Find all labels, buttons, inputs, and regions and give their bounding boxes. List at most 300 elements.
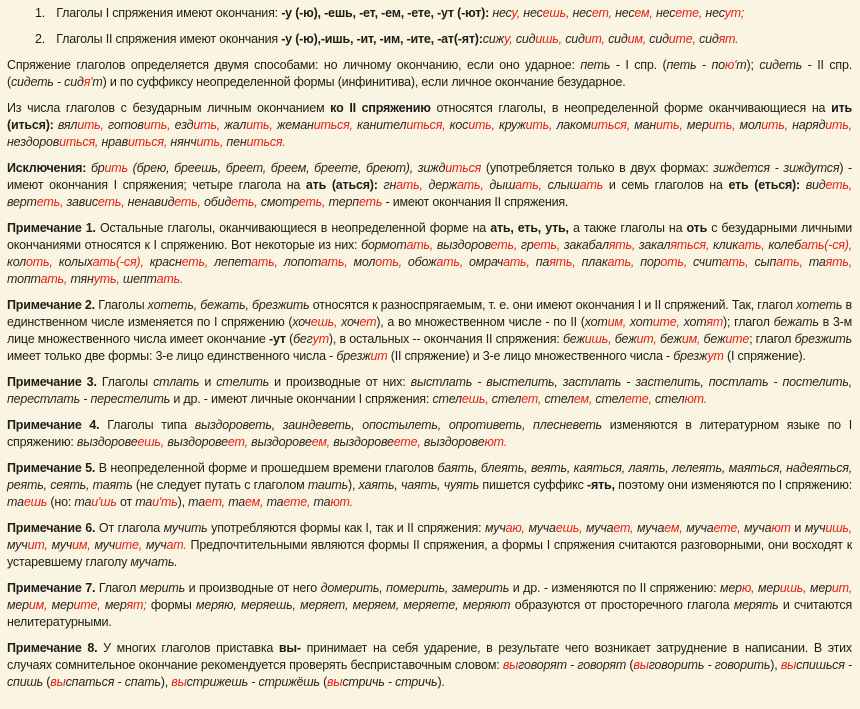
body-text: ); глагол	[723, 315, 774, 329]
verb-stem-text: говорят - говорят	[518, 658, 627, 672]
verb-ending-highlight: ать,	[396, 178, 429, 192]
body-text: (II спряжение) и 3-е лицо множественного числа -	[387, 349, 674, 363]
verb-stem-text: терп	[328, 195, 359, 209]
verb-stem-text: стел	[655, 392, 685, 406]
body-text: формы	[146, 598, 196, 612]
document-body	[7, 5, 852, 691]
paragraph-iskljuchenija	[7, 160, 852, 211]
body-text: и др. - имеют личные окончании I спряжения:	[170, 392, 433, 406]
verb-stem-text: мерить	[139, 581, 186, 595]
verb-ending-highlight: ю'	[724, 58, 737, 72]
verb-ending-highlight: ит	[370, 349, 388, 363]
verb-stem-text: топт	[7, 272, 41, 286]
verb-ending-highlight: еть,	[97, 195, 128, 209]
verb-ending-highlight: им,	[607, 315, 630, 329]
bold-text: Исключения:	[7, 161, 91, 175]
verb-stem-text: шепт	[122, 272, 157, 286]
note-6	[7, 520, 852, 571]
verb-ending-highlight: ешь,	[461, 392, 492, 406]
verb-stem-text: стел	[432, 392, 462, 406]
verb-stem-text: кос	[449, 118, 469, 132]
verb-ending-highlight: ут;	[724, 6, 745, 20]
verb-ending-highlight: ют.	[330, 495, 353, 509]
verb-stem-text: беж	[562, 332, 585, 346]
verb-ending-highlight: вы	[50, 675, 66, 689]
verb-ending-highlight: ать,	[320, 255, 354, 269]
verb-stem-text: стелить	[216, 375, 270, 389]
verb-ending-highlight: иться,	[406, 118, 450, 132]
verb-ending-highlight: ют.	[484, 435, 508, 449]
bold-text: вы-	[278, 641, 301, 655]
verb-stem-text: т	[92, 75, 103, 89]
bold-text: Примечание 6.	[7, 521, 96, 535]
verb-stem-text: кол	[7, 255, 27, 269]
verb-stem-text: тян	[70, 272, 94, 286]
verb-stem-text: хоч	[292, 315, 311, 329]
verb-ending-highlight: ить,	[246, 118, 277, 132]
verb-ending-highlight: уть,	[93, 272, 123, 286]
verb-ending-highlight: ет,	[591, 6, 616, 20]
verb-ending-highlight: и'шь	[91, 495, 117, 509]
bold-text: ить (иться):	[7, 101, 852, 132]
body-text: Глаголы	[94, 298, 148, 312]
list-number: 2.	[35, 32, 46, 46]
bold-text: оть	[686, 221, 708, 235]
verb-ending-highlight: ешь,	[310, 315, 342, 329]
verb-ending-highlight: еть,	[174, 195, 205, 209]
bold-text: -ять,	[587, 478, 615, 492]
verb-ending-highlight: ите,	[73, 598, 105, 612]
verb-ending-highlight: ать,	[40, 272, 71, 286]
body-text: и считаются нелитературными.	[7, 598, 853, 629]
verb-stem-text: та	[7, 495, 24, 509]
body-text: Глаголы типа	[99, 418, 195, 432]
verb-stem-text: держ	[428, 178, 457, 192]
verb-ending-highlight: ить,	[656, 118, 687, 132]
verb-stem-text: хот	[629, 315, 653, 329]
verb-ending-highlight: у,	[511, 6, 524, 20]
body-text: относятся к разноспрягаемым, т. е. они имеют окончания I и II спряжений. Так, глагол	[309, 298, 797, 312]
verb-stem-text: лепет	[214, 255, 252, 269]
bold-text: -у (-ю), -ешь, -ет, -ем, -ете, -ут (-ют):	[281, 6, 493, 20]
body-text: ),	[770, 658, 781, 672]
body-text: образуются от просторечного глагола	[510, 598, 734, 612]
verb-ending-highlight: иться	[445, 161, 482, 175]
verb-stem-text: сид	[608, 32, 628, 46]
body-text: - I спр. (	[610, 58, 667, 72]
verb-stem-text: говорить - говорить	[648, 658, 771, 672]
verb-ending-highlight: ать,	[721, 255, 755, 269]
verb-stem-text: бежать	[773, 315, 819, 329]
verb-stem-text: выздороветь, заиндеветь, опостылеть, опротиветь, плесневеть	[194, 418, 602, 432]
verb-ending-highlight: ать,	[515, 178, 548, 192]
verb-stem-text: ненавид	[127, 195, 175, 209]
verb-stem-text: нездоров	[7, 135, 60, 149]
verb-ending-highlight: ат.	[166, 538, 187, 552]
verb-stem-text: стел	[595, 392, 625, 406]
body-text: (не следует путать с глаголом	[132, 478, 308, 492]
verb-ending-highlight: ать,	[457, 178, 490, 192]
list-number: 1.	[35, 6, 46, 20]
verb-stem-text: жеман	[276, 118, 314, 132]
verb-ending-highlight: ит,	[636, 332, 660, 346]
verb-stem-text: колеб	[768, 238, 801, 252]
verb-ending-highlight: оть,	[375, 255, 408, 269]
verb-stem-text: муч	[145, 538, 167, 552]
body-text: от	[116, 495, 136, 509]
verb-stem-text: закал	[638, 238, 671, 252]
verb-ending-highlight: вы	[171, 675, 187, 689]
verb-ending-highlight: оть,	[26, 255, 59, 269]
verb-stem-text: вял	[57, 118, 78, 132]
body-text: употребляются формы как I, так и II спряжения:	[207, 521, 486, 535]
verb-ending-highlight: ать,	[737, 238, 769, 252]
verb-ending-highlight: иться,	[59, 135, 102, 149]
verb-ending-highlight: ять,	[608, 238, 639, 252]
body-text: ) - имеют окончания I спряжения; четыре глагола на	[7, 161, 852, 192]
verb-stem-text: гн	[383, 178, 397, 192]
verb-stem-text: хотеть	[796, 298, 843, 312]
verb-ending-highlight: ите,	[115, 538, 146, 552]
verb-stem-text: спаться - спать	[65, 675, 161, 689]
verb-ending-highlight: и'ть	[152, 495, 178, 509]
verb-ending-highlight: оть,	[660, 255, 694, 269]
verb-ending-highlight: ем,	[245, 495, 267, 509]
bold-text: -ут	[268, 332, 286, 346]
body-text: Глаголы I спряжения имеют окончания:	[56, 6, 282, 20]
verb-ending-highlight: ешь,	[555, 521, 587, 535]
verb-ending-highlight: ить	[104, 161, 128, 175]
verb-stem-text: мер	[104, 598, 127, 612]
verb-ending-highlight: ят.	[718, 32, 739, 46]
verb-stem-text: та	[228, 495, 246, 509]
verb-ending-highlight: ем,	[311, 435, 334, 449]
paragraph-ko-ii-sprjazheniju	[7, 100, 852, 151]
verb-stem-text: брезж	[673, 349, 708, 363]
verb-stem-text: клик	[712, 238, 738, 252]
verb-stem-text: беж	[703, 332, 726, 346]
verb-stem-text: стричь - стричь	[342, 675, 438, 689]
body-text: ; глагол	[749, 332, 795, 346]
verb-stem-text: хоч	[341, 315, 360, 329]
verb-stem-text: (брею, бреешь, бреет, бреем, бреете, бреют),	[127, 161, 418, 175]
verb-stem-text: закабал	[563, 238, 609, 252]
bold-text: -у (-ю),-ишь, -ит, -им, -ите, -ат(-ят):	[281, 32, 483, 46]
verb-stem-text: нрав	[101, 135, 128, 149]
verb-stem-text: красн	[149, 255, 182, 269]
verb-stem-text: сидеть	[759, 58, 803, 72]
verb-stem-text: смотр	[260, 195, 299, 209]
verb-ending-highlight: вы	[327, 675, 343, 689]
verb-ending-highlight: еть,	[231, 195, 261, 209]
verb-stem-text: муч	[7, 538, 28, 552]
verb-stem-text: мол	[353, 255, 376, 269]
verb-stem-text: та	[313, 495, 331, 509]
body-text: (употребляется только в двух формах:	[481, 161, 714, 175]
bold-text: ать (аться):	[305, 178, 384, 192]
verb-ending-highlight: ют	[771, 521, 791, 535]
verb-ending-highlight: ать(-ся),	[800, 238, 852, 252]
body-text: (	[285, 332, 294, 346]
body-text: ).	[437, 675, 445, 689]
verb-stem-text: сид	[515, 32, 536, 46]
verb-ending-highlight: ем,	[664, 521, 687, 535]
verb-stem-text: хот	[683, 315, 707, 329]
verb-stem-text: нес	[655, 6, 676, 20]
note-1	[7, 220, 852, 288]
verb-stem-text: лопот	[283, 255, 321, 269]
body-text: (	[626, 658, 634, 672]
verb-ending-highlight: ить,	[825, 118, 852, 132]
verb-stem-text: муч	[94, 538, 116, 552]
body-text: Предпочтительными являются формы II спряжения, а формы I спряжения считаются разговорными, они восходят к устаревшему глаголу	[7, 538, 853, 569]
body-text: ) и по суффиксу неопределенной формы (инфинитива), если личное окончание безударное.	[102, 75, 626, 89]
verb-ending-highlight: ать.	[156, 272, 184, 286]
verb-stem-text: нес	[492, 6, 512, 20]
verb-ending-highlight: ет,	[521, 392, 545, 406]
verb-stem-text: таить	[307, 478, 349, 492]
verb-stem-text: мучать.	[130, 555, 178, 569]
verb-stem-text: зиждется - зиждутся	[713, 161, 840, 175]
body-text: ),	[160, 675, 172, 689]
verb-ending-highlight: ять,	[825, 255, 852, 269]
verb-stem-text: меряю, меряешь, меряет, меряем, меряете, меряют	[195, 598, 511, 612]
verb-ending-highlight: вы	[502, 658, 519, 672]
verb-stem-text: выздорове	[251, 435, 312, 449]
body-text: );	[746, 58, 760, 72]
verb-ending-highlight: ить,	[143, 118, 175, 132]
verb-stem-text: беж	[614, 332, 637, 346]
verb-ending-highlight: ет,	[613, 521, 637, 535]
verb-ending-highlight: ишь,	[584, 332, 615, 346]
note-4	[7, 417, 852, 451]
verb-ending-highlight: ит,	[27, 538, 52, 552]
verb-stem-text: сид	[699, 32, 719, 46]
bold-text: Примечание 3.	[7, 375, 97, 389]
verb-stem-text: сид	[649, 32, 669, 46]
body-text: и	[790, 521, 805, 535]
verb-stem-text: стел	[491, 392, 522, 406]
verb-ending-highlight: ет,	[204, 495, 229, 509]
bold-text: еть (еться):	[728, 178, 806, 192]
verb-stem-text: хотеть, бежать, брезжить	[147, 298, 310, 312]
note-8	[7, 640, 852, 691]
verb-ending-highlight: ит,	[831, 581, 852, 595]
verb-stem-text: та	[188, 495, 205, 509]
verb-ending-highlight: ишь,	[779, 581, 811, 595]
verb-stem-text: муч	[51, 538, 73, 552]
verb-ending-highlight: ишь,	[825, 521, 853, 535]
verb-stem-text: бормот	[361, 238, 407, 252]
verb-stem-text: брезж	[336, 349, 371, 363]
verb-stem-text: домерить, померить, замерить	[320, 581, 510, 595]
verb-stem-text: мер	[7, 598, 29, 612]
verb-stem-text: слыш	[547, 178, 580, 192]
verb-stem-text: мол	[739, 118, 762, 132]
body-text: и производные от них:	[269, 375, 411, 389]
verb-ending-highlight: еть,	[533, 238, 564, 252]
body-text: Спряжение глаголов определяется двумя способами: но личному окончанию, если оно ударное:	[7, 58, 581, 72]
verb-ending-highlight: ят	[706, 315, 724, 329]
verb-stem-text: вид	[805, 178, 826, 192]
verb-stem-text: та	[74, 495, 92, 509]
bold-text: Примечание 2.	[7, 298, 95, 312]
verb-stem-text: готов	[108, 118, 144, 132]
body-text: Остальные глаголы, оканчивающиеся в неопределенной форме на	[95, 221, 491, 235]
verb-ending-highlight: ать,	[776, 255, 809, 269]
note-5	[7, 460, 852, 511]
verb-stem-text: спишься - спишь	[7, 658, 852, 689]
verb-stem-text: хаять, чаять, чуять	[358, 478, 480, 492]
verb-stem-text: мер	[686, 118, 709, 132]
verb-ending-highlight: ют.	[684, 392, 707, 406]
body-text: - II спр. (	[7, 58, 852, 89]
verb-ending-highlight: ать,	[406, 238, 437, 252]
verb-stem-text: мучить	[163, 521, 208, 535]
verb-ending-highlight: еть	[359, 195, 383, 209]
list-item-2	[7, 31, 852, 48]
bold-text: Примечание 4.	[7, 418, 100, 432]
verb-ending-highlight: ать,	[503, 255, 536, 269]
verb-ending-highlight: ите,	[668, 32, 700, 46]
verb-stem-text: па	[535, 255, 550, 269]
verb-stem-text: сид	[565, 32, 585, 46]
verb-stem-text: нес	[572, 6, 592, 20]
note-3	[7, 374, 852, 408]
verb-stem-text: выздорове	[167, 435, 228, 449]
body-text: Глаголы	[96, 375, 154, 389]
body-text: принимает на себя ударение, в результате чего возникает затруднение в написании. В этих случаях сомнительное окончание рекомендуется проверять бесприставочным словом:	[7, 641, 852, 672]
verb-stem-text: наряд	[792, 118, 826, 132]
verb-stem-text: муча	[586, 521, 614, 535]
verb-ending-highlight: им,	[28, 598, 52, 612]
verb-ending-highlight: ю,	[741, 581, 758, 595]
verb-stem-text: пен	[226, 135, 247, 149]
verb-stem-text: круж	[499, 118, 526, 132]
body-text: и производные от него	[185, 581, 321, 595]
verb-ending-highlight: ем,	[634, 6, 656, 20]
verb-ending-highlight: ить,	[196, 135, 227, 149]
body-text: в единственном числе изменяется по I спряжению (	[7, 298, 853, 329]
verb-ending-highlight: ить,	[761, 118, 793, 132]
verb-ending-highlight: ет	[359, 315, 377, 329]
verb-ending-highlight: ить,	[468, 118, 499, 132]
verb-stem-text: нес	[523, 6, 543, 20]
verb-ending-highlight: ем,	[573, 392, 596, 406]
verb-stem-text: сидеть - сид	[10, 75, 84, 89]
verb-stem-text: бег	[293, 332, 313, 346]
verb-stem-text: выздоров	[436, 238, 491, 252]
verb-ending-highlight: им,	[72, 538, 95, 552]
body-text: изменяются в литературном языке по I спряжению:	[7, 418, 852, 449]
bold-text: ко II спряжению	[330, 101, 431, 115]
body-text: (	[319, 675, 328, 689]
verb-ending-highlight: ать,	[436, 255, 470, 269]
body-text: Глаголы II спряжения имеют окончания	[56, 32, 282, 46]
verb-ending-highlight: ете,	[675, 6, 706, 20]
verb-stem-text: беж	[659, 332, 682, 346]
body-text: Из числа глаголов с безударным личным окончанием	[7, 101, 331, 115]
verb-ending-highlight: иться,	[313, 118, 358, 132]
verb-stem-text: нес	[705, 6, 725, 20]
verb-ending-highlight: ить,	[193, 118, 225, 132]
verb-stem-text: обож	[407, 255, 437, 269]
body-text: От глагола	[95, 521, 164, 535]
bold-text: Примечание 7.	[7, 581, 96, 595]
verb-stem-text: т	[736, 58, 747, 72]
verb-ending-highlight: иться.	[246, 135, 286, 149]
bold-text: Примечание 8.	[7, 641, 98, 655]
verb-stem-text: мер	[810, 581, 832, 595]
verb-ending-highlight: ит,	[584, 32, 609, 46]
verb-stem-text: выстлать - выстелить, застлать - застелить, постлать - постелить, перестлать - перестелить	[7, 375, 852, 406]
verb-stem-text: мер	[720, 581, 742, 595]
body-text: поэтому они изменяются по I спряжению:	[614, 478, 852, 492]
verb-stem-text: муча	[636, 521, 665, 535]
body-text: в 3-м лице множественного числа имеет окончание	[7, 315, 853, 346]
bold-text: ать, еть, уть,	[490, 221, 569, 235]
verb-stem-text: стел	[544, 392, 574, 406]
verb-stem-text: счит	[693, 255, 722, 269]
verb-stem-text: жал	[224, 118, 247, 132]
verb-ending-highlight: им,	[627, 32, 650, 46]
verb-stem-text: стрижешь - стрижёшь	[186, 675, 320, 689]
note-2	[7, 297, 852, 365]
verb-ending-highlight: ать,	[607, 255, 641, 269]
verb-stem-text: выздорове	[76, 435, 138, 449]
verb-stem-text: дыш	[489, 178, 516, 192]
verb-ending-highlight: еть,	[181, 255, 215, 269]
verb-stem-text: зижд	[417, 161, 446, 175]
verb-stem-text: муча	[528, 521, 556, 535]
verb-stem-text: верт	[7, 195, 37, 209]
verb-stem-text: хот	[584, 315, 608, 329]
verb-stem-text: пор	[640, 255, 661, 269]
verb-ending-highlight: аю,	[505, 521, 529, 535]
verb-stem-text: завис	[66, 195, 98, 209]
verb-stem-text: муча	[744, 521, 772, 535]
verb-ending-highlight: ать,	[251, 255, 284, 269]
bold-text: Примечание 1.	[7, 221, 96, 235]
note-7	[7, 580, 852, 631]
verb-stem-text: ман	[634, 118, 657, 132]
body-text: (	[43, 675, 51, 689]
bold-text: Примечание 5.	[7, 461, 96, 475]
body-text: - имеют окончания II спряжения.	[382, 195, 569, 209]
verb-stem-text: выздорове	[333, 435, 394, 449]
body-text: У многих глаголов приставка	[97, 641, 279, 655]
body-text: а также глаголы на	[568, 221, 687, 235]
verb-stem-text: выздорове	[423, 435, 485, 449]
paragraph-sposoby-opredelenija	[7, 57, 852, 91]
verb-ending-highlight: ете,	[283, 495, 314, 509]
verb-ending-highlight: еть,	[825, 178, 853, 192]
verb-stem-text: нянч	[170, 135, 197, 149]
verb-ending-highlight: ить,	[77, 118, 109, 132]
body-text: ),	[177, 495, 189, 509]
verb-ending-highlight: ите,	[652, 315, 684, 329]
verb-ending-highlight: ять,	[549, 255, 582, 269]
verb-ending-highlight: еть,	[298, 195, 329, 209]
verb-stem-text: мер	[757, 581, 780, 595]
verb-stem-text: омрач	[469, 255, 504, 269]
verb-ending-highlight: ешь,	[542, 6, 573, 20]
verb-ending-highlight: ать	[579, 178, 604, 192]
verb-stem-text: гр	[520, 238, 534, 252]
verb-ending-highlight: вы	[780, 658, 797, 672]
body-text: ),	[348, 478, 359, 492]
body-text: и	[199, 375, 217, 389]
